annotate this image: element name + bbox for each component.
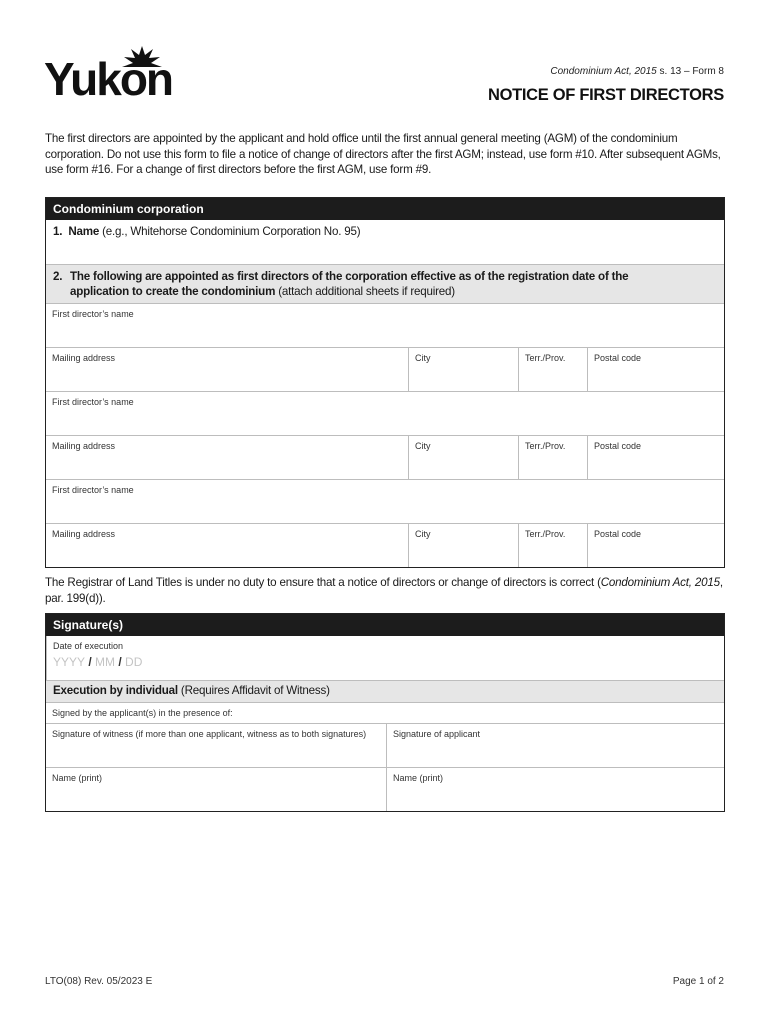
date-placeholder: YYYY / MM / DD [53, 655, 143, 669]
name-print-row [46, 767, 724, 811]
witness-signature-field[interactable]: Signature of witness (if more than one applicant, witness as to both signatures) [52, 729, 367, 739]
question-2-label: 2. The following are appointed as first directors of the corporation effective as of the registration date of the application to create the condominium (attach additional sheets if required) [53, 270, 629, 298]
territory-province-field[interactable]: Terr./Prov. [518, 524, 587, 567]
yukon-logo [44, 46, 184, 104]
page-number: Page 1 of 2 [672, 976, 724, 987]
signature-row [46, 723, 724, 767]
section-heading: Signature(s) [46, 614, 724, 636]
applicant-name-field[interactable]: Name (print) [386, 768, 724, 811]
logo-wordmark: Yukon [44, 53, 173, 105]
question-2-row [46, 264, 724, 303]
corporation-name-field[interactable]: 1. Name (e.g., Whitehorse Condominium Corporation No. 95) [53, 225, 361, 238]
form-title: NOTICE OF FIRST DIRECTORS [487, 86, 724, 104]
execution-by-individual-label: Execution by individual (Requires Affidavit of Witness) [53, 684, 330, 697]
presence-row [46, 702, 724, 723]
postal-code-field[interactable]: Postal code [587, 524, 724, 567]
condominium-corporation-section [45, 197, 725, 568]
director-address-row [46, 347, 724, 391]
director-name-field[interactable]: First director’s name [52, 397, 134, 407]
postal-code-field[interactable]: Postal code [587, 348, 724, 391]
director-name-field[interactable]: First director’s name [52, 309, 134, 319]
registrar-note: The Registrar of Land Titles is under no duty to ensure that a notice of directors or change of directors is correct (Condominium Act, 2015, par. 199(d)). [45, 576, 723, 605]
mailing-address-field[interactable]: Mailing address [52, 353, 116, 363]
presence-label: Signed by the applicant(s) in the presence of: [52, 708, 233, 718]
territory-province-field[interactable]: Terr./Prov. [518, 436, 587, 479]
execution-by-individual-row [46, 680, 724, 702]
mailing-address-field[interactable]: Mailing address [52, 529, 116, 539]
date-of-execution-field[interactable] [46, 636, 724, 680]
director-address-row [46, 523, 724, 567]
city-field[interactable]: City [408, 524, 518, 567]
act-reference: Condominium Act, 2015 s. 13 – Form 8 [550, 66, 724, 77]
intro-paragraph: The first directors are appointed by the applicant and hold office until the first annual general meeting (AGM) of the condominium corporation. Do not use this form to file a notice of change of directors after the first AGM; instead, use form #10. After subsequent AGMs, use form #16. For a change of first directors before the first AGM, use form #9. [45, 132, 721, 176]
director-name-row[interactable] [46, 391, 724, 435]
director-name-row[interactable] [46, 303, 724, 347]
territory-province-field[interactable]: Terr./Prov. [518, 348, 587, 391]
mailing-address-field[interactable]: Mailing address [52, 441, 116, 451]
city-field[interactable]: City [408, 436, 518, 479]
date-of-execution-label: Date of execution [53, 641, 124, 651]
signatures-section [45, 613, 725, 812]
form-code: LTO(08) Rev. 05/2023 E [45, 976, 153, 987]
applicant-signature-field[interactable]: Signature of applicant [386, 724, 724, 767]
director-name-row[interactable] [46, 479, 724, 523]
witness-name-field[interactable]: Name (print) [52, 773, 103, 783]
director-name-field[interactable]: First director’s name [52, 485, 134, 495]
section-heading: Condominium corporation [46, 198, 724, 220]
postal-code-field[interactable]: Postal code [587, 436, 724, 479]
director-address-row [46, 435, 724, 479]
city-field[interactable]: City [408, 348, 518, 391]
